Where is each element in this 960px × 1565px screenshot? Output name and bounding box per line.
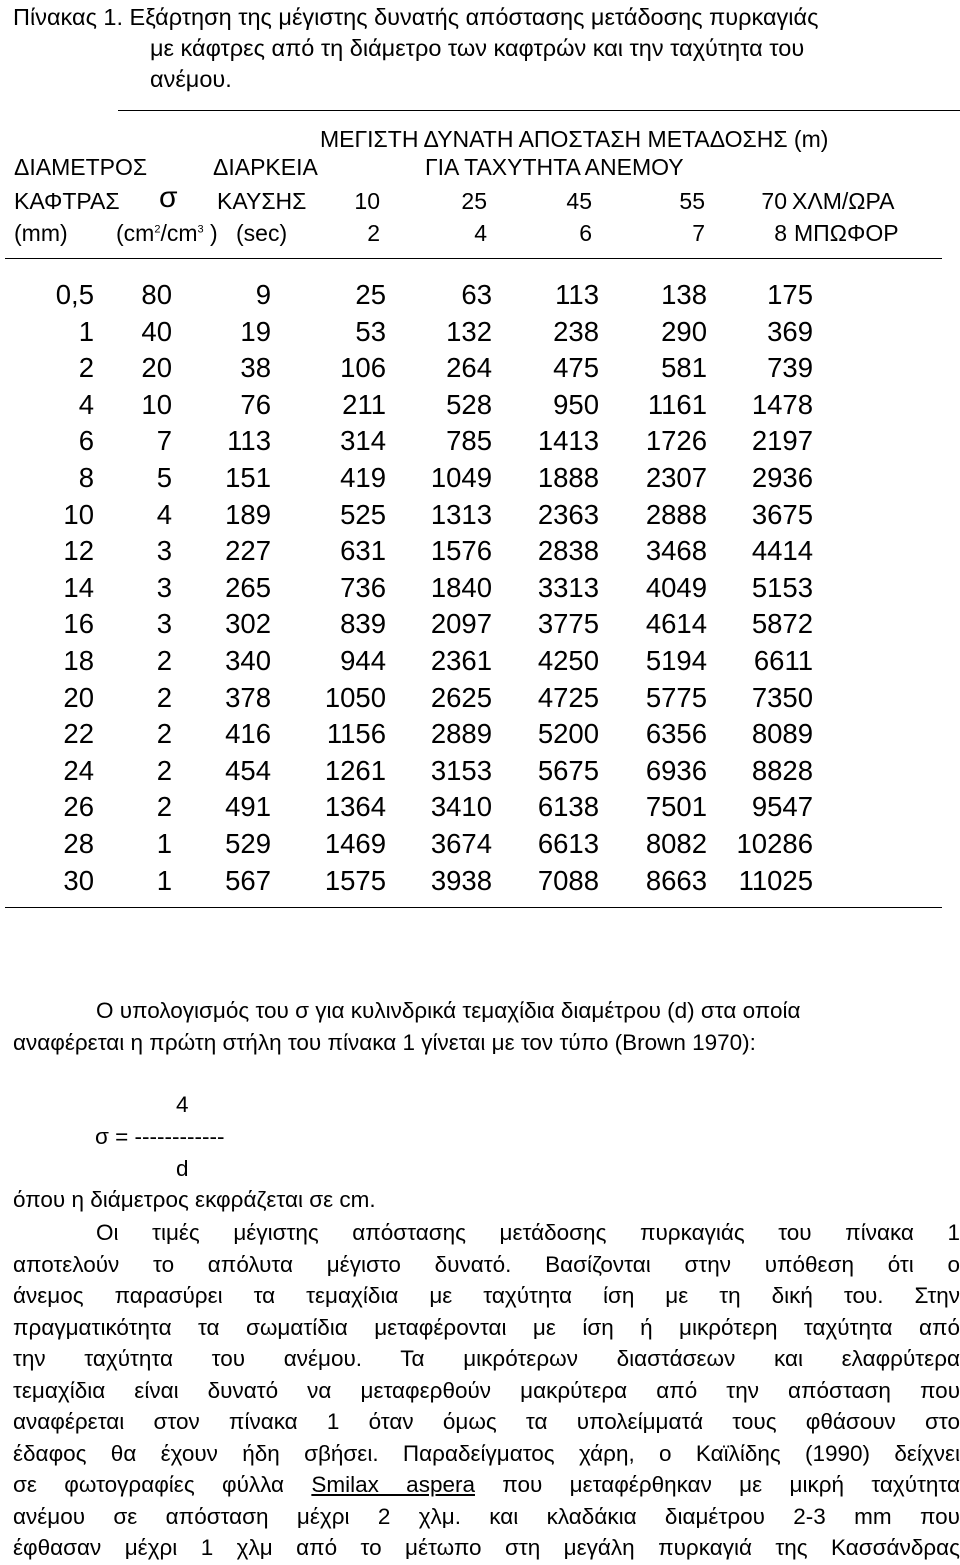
diameter-cell: 0,5: [55, 279, 94, 310]
diameter-cell: 24: [63, 754, 94, 786]
species-name: Smilax aspera: [311, 1472, 475, 1497]
header-bottom-rule: [5, 258, 942, 259]
table-row: [0, 535, 960, 571]
dist-45-cell: 4725: [537, 681, 599, 713]
duration-cell: 19: [240, 315, 271, 347]
dist-25-cell: 785: [446, 425, 492, 457]
dist-70-cell: 11025: [738, 864, 813, 896]
speed-kmh-4: 55: [679, 188, 705, 214]
dist-25-cell: 3938: [430, 864, 492, 896]
duration-cell: 491: [225, 791, 271, 823]
duration-cell: 113: [227, 425, 271, 457]
dist-10-cell: 1575: [324, 864, 386, 896]
paragraph-line: άνεμος παρασύρει τα τεμαχίδια με ταχύτητα ίση με τη δική του. Στην: [13, 1283, 960, 1308]
duration-cell: 302: [225, 608, 271, 640]
duration-cell: 265: [225, 571, 271, 603]
dist-55-cell: 8082: [645, 828, 707, 859]
table-row: [0, 718, 960, 754]
sigma-cell: 7: [156, 425, 172, 457]
sigma-cell: 4: [156, 498, 172, 530]
dist-25-cell: 3674: [430, 828, 492, 859]
speed-beaufort-3: 6: [579, 220, 592, 246]
speed-kmh-3: 45: [566, 188, 592, 214]
dist-45-cell: 2838: [537, 535, 599, 567]
dist-70-cell: 4414: [751, 535, 813, 567]
dist-55-cell: 2307: [645, 462, 707, 493]
speed-beaufort-1: 2: [367, 220, 380, 246]
duration-cell: 529: [225, 828, 271, 859]
header-duration-unit: (sec): [236, 220, 288, 246]
dist-55-cell: 581: [661, 352, 707, 384]
sigma-cell: 1: [156, 864, 172, 896]
diameter-cell: 22: [63, 718, 94, 750]
paragraph-line: αναφέρεται στον πίνακα 1 όταν όμως τα υπολείμματά τους φθάσουν στο: [13, 1409, 960, 1434]
duration-cell: 416: [225, 718, 271, 750]
dist-10-cell: 53: [355, 315, 386, 347]
dist-70-cell: 739: [767, 352, 813, 384]
table-row: [0, 425, 960, 461]
header-sigma: σ: [159, 181, 178, 214]
speed-beaufort-2: 4: [474, 220, 487, 246]
table-row: [0, 352, 960, 388]
dist-25-cell: 2625: [430, 681, 492, 713]
dist-25-cell: 1313: [430, 498, 492, 530]
header-diameter-line1: ΔΙΑΜΕΤΡΟΣ: [14, 154, 148, 180]
table-row: [0, 499, 960, 535]
dist-10-cell: 525: [340, 498, 386, 530]
dist-25-cell: 528: [446, 388, 492, 420]
dist-70-cell: 175: [767, 279, 813, 310]
duration-cell: 38: [240, 352, 271, 384]
dist-45-cell: 6138: [537, 791, 599, 823]
formula-numerator: 4: [176, 1092, 189, 1117]
dist-25-cell: 264: [446, 352, 492, 384]
diameter-cell: 12: [63, 535, 94, 567]
sigma-cell: 10: [141, 388, 172, 420]
sigma-cell: 2: [156, 718, 172, 750]
duration-cell: 340: [225, 645, 271, 676]
paragraph-line: έφθασαν μέχρι 1 χλμ από το μέτωπο στη μεγάλη πυρκαγιά της Κασσάνδρας: [13, 1535, 960, 1560]
header-duration-line1: ΔΙΑΡΚΕΙΑ: [213, 154, 318, 180]
duration-cell: 378: [225, 681, 271, 713]
table-row: [0, 755, 960, 791]
formula-lhs: σ = ------------: [95, 1124, 225, 1149]
dist-70-cell: 6611: [753, 645, 813, 676]
table-row: [0, 462, 960, 498]
dist-70-cell: 9547: [751, 791, 813, 823]
paragraph-line: πραγματικότητα τα σωματίδια μεταφέρονται με ίση ή μικρότερη ταχύτητα από: [13, 1314, 960, 1340]
paragraph-line: σε φωτογραφίες φύλλα Smilax aspera που μεταφέρθηκαν με μικρή ταχύτητα: [13, 1472, 960, 1497]
sigma-cell: 1: [156, 828, 172, 859]
caption-line: με κάφτρες από τη διάμετρο των καφτρών και την ταχύτητα του: [150, 35, 805, 61]
paragraph-line: τεμαχίδια είναι δυνατό να μεταφερθούν μακρύτερα από την απόσταση που: [13, 1377, 960, 1403]
speed-kmh-5: 70: [761, 188, 787, 214]
formula-intro: [13, 995, 960, 1058]
dist-45-cell: 475: [553, 352, 599, 384]
dist-45-cell: 950: [553, 388, 599, 420]
dist-55-cell: 3468: [645, 535, 707, 567]
speed-kmh-unit: ΧΛΜ/ΩΡΑ: [792, 188, 895, 214]
dist-45-cell: 113: [555, 279, 599, 310]
duration-cell: 189: [225, 498, 271, 530]
table-row: [0, 828, 960, 864]
sigma-cell: 2: [156, 645, 172, 676]
dist-70-cell: 2936: [751, 462, 813, 493]
dist-70-cell: 8089: [751, 718, 813, 750]
dist-10-cell: 314: [340, 425, 386, 457]
dist-25-cell: 1049: [430, 462, 492, 493]
dist-55-cell: 6936: [645, 754, 707, 786]
duration-cell: 151: [225, 462, 271, 493]
table-row: [0, 279, 960, 315]
sigma-cell: 5: [156, 462, 172, 493]
dist-25-cell: 1840: [430, 571, 492, 603]
dist-45-cell: 3775: [537, 608, 599, 640]
dist-55-cell: 5775: [645, 681, 707, 713]
formula-note: όπου η διάμετρος εκφράζεται σε cm.: [13, 1187, 376, 1212]
dist-45-cell: 238: [553, 315, 599, 347]
body-paragraph: [13, 1217, 960, 1564]
dist-10-cell: 419: [340, 462, 386, 493]
table-row: [0, 645, 960, 681]
dist-10-cell: 106: [340, 352, 386, 384]
dist-55-cell: 1726: [645, 425, 707, 457]
sigma-cell: 3: [156, 571, 172, 603]
diameter-cell: 26: [63, 791, 94, 823]
paragraph-line: την ταχύτητα του ανέμου. Τα μικρότερων διαστάσεων και ελαφρύτερα: [13, 1346, 960, 1371]
dist-45-cell: 6613: [537, 828, 599, 859]
sigma-cell: 2: [156, 754, 172, 786]
paragraph-line: αποτελούν το απόλυτα μέγιστο δυνατό. Βασίζονται στην υπόθεση ότι ο: [13, 1251, 960, 1277]
dist-70-cell: 5153: [751, 571, 813, 603]
sigma-cell: 2: [156, 681, 172, 713]
header-diameter-line2: ΚΑΦΤΡΑΣ: [14, 188, 120, 214]
speed-beaufort-4: 7: [692, 220, 705, 246]
table-row: [0, 682, 960, 718]
dist-70-cell: 3675: [751, 498, 813, 530]
dist-25-cell: 2889: [430, 718, 492, 750]
dist-55-cell: 5194: [645, 645, 707, 676]
dist-10-cell: 736: [340, 571, 386, 603]
dist-55-cell: 7501: [645, 791, 707, 823]
dist-10-cell: 1261: [324, 754, 386, 786]
dist-10-cell: 1469: [324, 828, 386, 859]
duration-cell: 76: [240, 388, 271, 420]
dist-10-cell: 631: [340, 535, 386, 567]
paragraph-line: έδαφος θα έχουν ήδη σβήσει. Παραδείγματος χάρη, ο Καϊλίδης (1990) δείχνει: [13, 1440, 960, 1466]
dist-55-cell: 2888: [645, 498, 707, 530]
table-row: [0, 865, 960, 901]
dist-45-cell: 2363: [537, 498, 599, 530]
table-row: [0, 316, 960, 352]
dist-55-cell: 138: [661, 279, 707, 310]
caption-line: ανέμου.: [150, 66, 232, 92]
header-group-title: ΜΕΓΙΣΤΗ ΔΥΝΑΤΗ ΑΠΟΣΤΑΣΗ ΜΕΤΑΔΟΣΗΣ (m): [320, 126, 829, 152]
header-group-subtitle: ΓΙΑ ΤΑΧΥΤΗΤΑ ΑΝΕΜΟΥ: [425, 154, 684, 180]
dist-25-cell: 2361: [430, 645, 492, 676]
table-row: [0, 389, 960, 425]
dist-10-cell: 1050: [324, 681, 386, 713]
dist-55-cell: 6356: [645, 718, 707, 750]
dist-70-cell: 5872: [751, 608, 813, 640]
sigma-cell: 3: [156, 608, 172, 640]
dist-70-cell: 369: [767, 315, 813, 347]
dist-45-cell: 7088: [537, 864, 599, 896]
table-caption: [13, 2, 818, 95]
dist-45-cell: 3313: [537, 571, 599, 603]
duration-cell: 227: [225, 535, 271, 567]
dist-25-cell: 1576: [430, 535, 492, 567]
diameter-cell: 2: [78, 352, 94, 384]
paragraph-line: Οι τιμές μέγιστης απόστασης μετάδοσης πυρκαγιάς του πίνακα 1: [96, 1220, 960, 1245]
sigma-cell: 2: [156, 791, 172, 823]
speed-beaufort-unit: ΜΠΩΦΟΡ: [794, 220, 899, 246]
dist-55-cell: 8663: [645, 864, 707, 896]
paragraph-line: ανέμου σε απόσταση μέχρι 2 χλμ. και κλαδάκια διαμέτρου 2-3 mm που: [13, 1503, 960, 1529]
dist-55-cell: 4049: [645, 571, 707, 603]
dist-45-cell: 5675: [537, 754, 599, 786]
speed-kmh-2: 25: [461, 188, 487, 214]
sigma-cell: 40: [141, 315, 172, 347]
diameter-cell: 8: [78, 462, 94, 493]
dist-70-cell: 2197: [751, 425, 813, 457]
diameter-cell: 10: [63, 498, 94, 530]
table-row: [0, 572, 960, 608]
dist-45-cell: 5200: [537, 718, 599, 750]
dist-55-cell: 290: [661, 315, 707, 347]
header-duration-line2: ΚΑΥΣΗΣ: [217, 188, 307, 214]
table-row: [0, 608, 960, 644]
diameter-cell: 16: [63, 608, 94, 640]
dist-10-cell: 25: [355, 279, 386, 310]
dist-55-cell: 4614: [645, 608, 707, 640]
dist-70-cell: 10286: [736, 828, 813, 859]
sigma-cell: 3: [156, 535, 172, 567]
diameter-cell: 28: [63, 828, 94, 859]
header-sigma-unit: ($cm^2/cm^3$ ): [116, 220, 218, 246]
speed-beaufort-5: 8: [774, 220, 787, 246]
caption-line: Πίνακας 1. Εξάρτηση της μέγιστης δυνατής απόστασης μετάδοσης πυρκαγιάς: [13, 4, 819, 30]
duration-cell: 454: [225, 754, 271, 786]
speed-kmh-1: 10: [354, 188, 380, 214]
header-diameter-unit: (mm): [14, 220, 68, 246]
diameter-cell: 6: [78, 425, 94, 457]
dist-10-cell: 944: [340, 645, 386, 676]
dist-55-cell: 1161: [647, 388, 707, 420]
dist-45-cell: 4250: [537, 645, 599, 676]
dist-25-cell: 63: [461, 279, 492, 310]
dist-10-cell: 1364: [324, 791, 386, 823]
dist-25-cell: 3410: [430, 791, 492, 823]
duration-cell: 9: [255, 279, 271, 310]
sigma-cell: 20: [141, 352, 172, 384]
diameter-cell: 14: [63, 571, 94, 603]
table-bottom-rule: [5, 907, 942, 908]
table-top-rule: [118, 110, 960, 111]
dist-10-cell: 839: [340, 608, 386, 640]
diameter-cell: 30: [63, 864, 94, 896]
formula-intro-line: αναφέρεται η πρώτη στήλη του πίνακα 1 γίνεται με τον τύπο (Brown 1970):: [13, 1029, 756, 1055]
diameter-cell: 20: [63, 681, 94, 713]
dist-70-cell: 1478: [751, 388, 813, 420]
dist-10-cell: 211: [342, 388, 386, 420]
diameter-cell: 4: [78, 388, 94, 420]
diameter-cell: 1: [78, 315, 94, 347]
sigma-cell: 80: [141, 279, 172, 310]
duration-cell: 567: [225, 864, 271, 896]
formula-denominator: d: [176, 1156, 189, 1181]
dist-45-cell: 1888: [537, 462, 599, 493]
dist-25-cell: 2097: [430, 608, 492, 640]
table-row: [0, 791, 960, 827]
dist-25-cell: 132: [446, 315, 492, 347]
dist-70-cell: 7350: [751, 681, 813, 713]
dist-45-cell: 1413: [537, 425, 599, 457]
dist-25-cell: 3153: [430, 754, 492, 786]
dist-10-cell: 1156: [326, 718, 386, 750]
diameter-cell: 18: [63, 645, 94, 676]
dist-70-cell: 8828: [751, 754, 813, 786]
formula-intro-line: Ο υπολογισμός του σ για κυλινδρικά τεμαχίδια διαμέτρου (d) στα οποία: [96, 998, 801, 1023]
